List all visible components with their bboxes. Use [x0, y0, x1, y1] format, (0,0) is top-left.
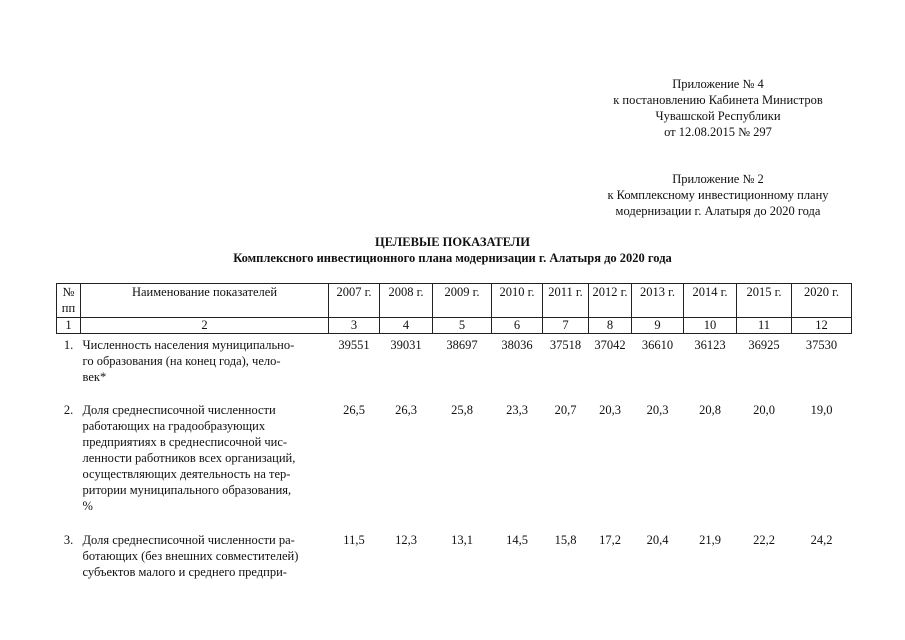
value-cell: 20,3	[599, 402, 621, 417]
row-number: 2.	[63, 402, 74, 417]
appendix-line: к постановлению Кабинета Министров	[613, 93, 823, 107]
value-cell: 17,2	[599, 532, 621, 547]
table-row	[57, 399, 852, 529]
value-cell: 11,5	[343, 532, 365, 547]
indicator-name-line: Доля среднесписочной численности	[82, 402, 276, 417]
indicator-name-line: работающих на градообразующих	[82, 418, 266, 433]
appendix-line: к Комплексному инвестиционному плану	[607, 188, 829, 202]
header-year: 2008 г.	[380, 284, 433, 318]
indicator-name	[81, 529, 329, 580]
indicator-name-line: предприятиях в среднесписочной чис-	[82, 434, 288, 449]
header-year: 2015 г.	[737, 284, 792, 318]
header-num-abbrev: пп	[61, 301, 76, 315]
appendix-line: Приложение № 4	[672, 77, 764, 91]
header-year: 2014 г.	[684, 284, 737, 318]
value-cell: 38697	[446, 338, 478, 352]
value-cell: 25,8	[451, 402, 473, 417]
value-cell: 36610	[641, 338, 674, 352]
header-year: 2009 г.	[433, 284, 492, 318]
value-cell: 13,1	[451, 532, 473, 547]
appendix-4-reference	[582, 76, 854, 140]
column-number: 9	[632, 318, 684, 334]
row-number: 3.	[63, 532, 74, 547]
appendix-line: модернизации г. Алатыря до 2020 года	[615, 204, 821, 218]
value-cell: 12,3	[395, 532, 417, 547]
header-year: 2012 г.	[589, 284, 632, 318]
header-indicator-name: Наименование показателей	[81, 284, 329, 318]
value-cell: 24,2	[810, 532, 833, 547]
appendix-line: Приложение № 2	[672, 172, 764, 186]
indicator-name-line: субъектов малого и среднего предпри-	[82, 564, 287, 579]
header-year: 2011 г.	[543, 284, 589, 318]
column-number: 1	[57, 318, 81, 334]
row-number: 1.	[63, 338, 74, 352]
indicator-name-line: Доля среднесписочной численности ра-	[82, 532, 295, 547]
value-cell: 37530	[805, 338, 838, 352]
indicator-name-line: ленности работников всех организаций,	[82, 450, 296, 465]
header-year: 2020 г.	[792, 284, 852, 318]
column-number: 3	[329, 318, 380, 334]
document-subtitle: Комплексного инвестиционного плана модернизации г. Алатыря до 2020 года	[233, 251, 672, 265]
value-cell: 26,5	[343, 402, 365, 417]
document-title: ЦЕЛЕВЫЕ ПОКАЗАТЕЛИ	[375, 235, 530, 249]
value-cell: 39031	[390, 338, 422, 352]
header-num-cell	[57, 284, 81, 318]
column-number: 5	[433, 318, 492, 334]
value-cell: 22,2	[753, 532, 775, 547]
column-number: 8	[589, 318, 632, 334]
appendix-line: Чувашской Республики	[655, 109, 781, 123]
value-cell: 37518	[549, 338, 582, 352]
value-cell: 39551	[338, 338, 370, 352]
value-cell: 37042	[594, 338, 626, 352]
column-number: 4	[380, 318, 433, 334]
indicator-name-line: ритории муниципального образования,	[82, 482, 292, 497]
header-year: 2010 г.	[492, 284, 543, 318]
appendix-line: от 12.08.2015 № 297	[664, 125, 772, 139]
value-cell: 15,8	[554, 532, 577, 547]
indicator-name	[81, 334, 329, 399]
value-cell: 36925	[748, 338, 780, 352]
table-row	[57, 529, 852, 580]
indicator-name-line: век*	[82, 370, 107, 384]
value-cell: 19,0	[810, 402, 833, 417]
column-number: 11	[737, 318, 792, 334]
table-row	[57, 334, 852, 399]
value-cell: 23,3	[506, 402, 528, 417]
table-header-row	[57, 284, 852, 318]
column-number: 7	[543, 318, 589, 334]
value-cell: 20,0	[753, 402, 775, 417]
header-num-symbol: №	[62, 285, 75, 299]
value-cell: 26,3	[395, 402, 417, 417]
value-cell: 20,3	[646, 402, 669, 417]
column-number: 12	[792, 318, 852, 334]
value-cell: 38036	[501, 338, 533, 352]
appendix-2-reference	[582, 171, 854, 219]
indicator-name-line: осуществляющих деятельность на тер-	[82, 466, 291, 481]
header-year: 2007 г.	[329, 284, 380, 318]
value-cell: 14,5	[506, 532, 528, 547]
indicator-name-line: ботающих (без внешних совместителей)	[82, 548, 299, 563]
column-number: 2	[81, 318, 329, 334]
indicators-table	[56, 283, 852, 580]
column-number: 6	[492, 318, 543, 334]
header-year: 2013 г.	[632, 284, 684, 318]
value-cell: 20,8	[699, 402, 721, 417]
indicator-name	[81, 399, 329, 529]
column-number-row	[57, 318, 852, 334]
indicator-name-line: %	[82, 498, 93, 513]
value-cell: 20,4	[646, 532, 669, 547]
value-cell: 21,9	[699, 532, 721, 547]
value-cell: 36123	[694, 338, 726, 352]
indicator-name-line: Численность населения муниципально-	[82, 338, 295, 352]
column-number: 10	[684, 318, 737, 334]
indicator-name-line: го образования (на конец года), чело-	[82, 354, 281, 368]
value-cell: 20,7	[554, 402, 577, 417]
